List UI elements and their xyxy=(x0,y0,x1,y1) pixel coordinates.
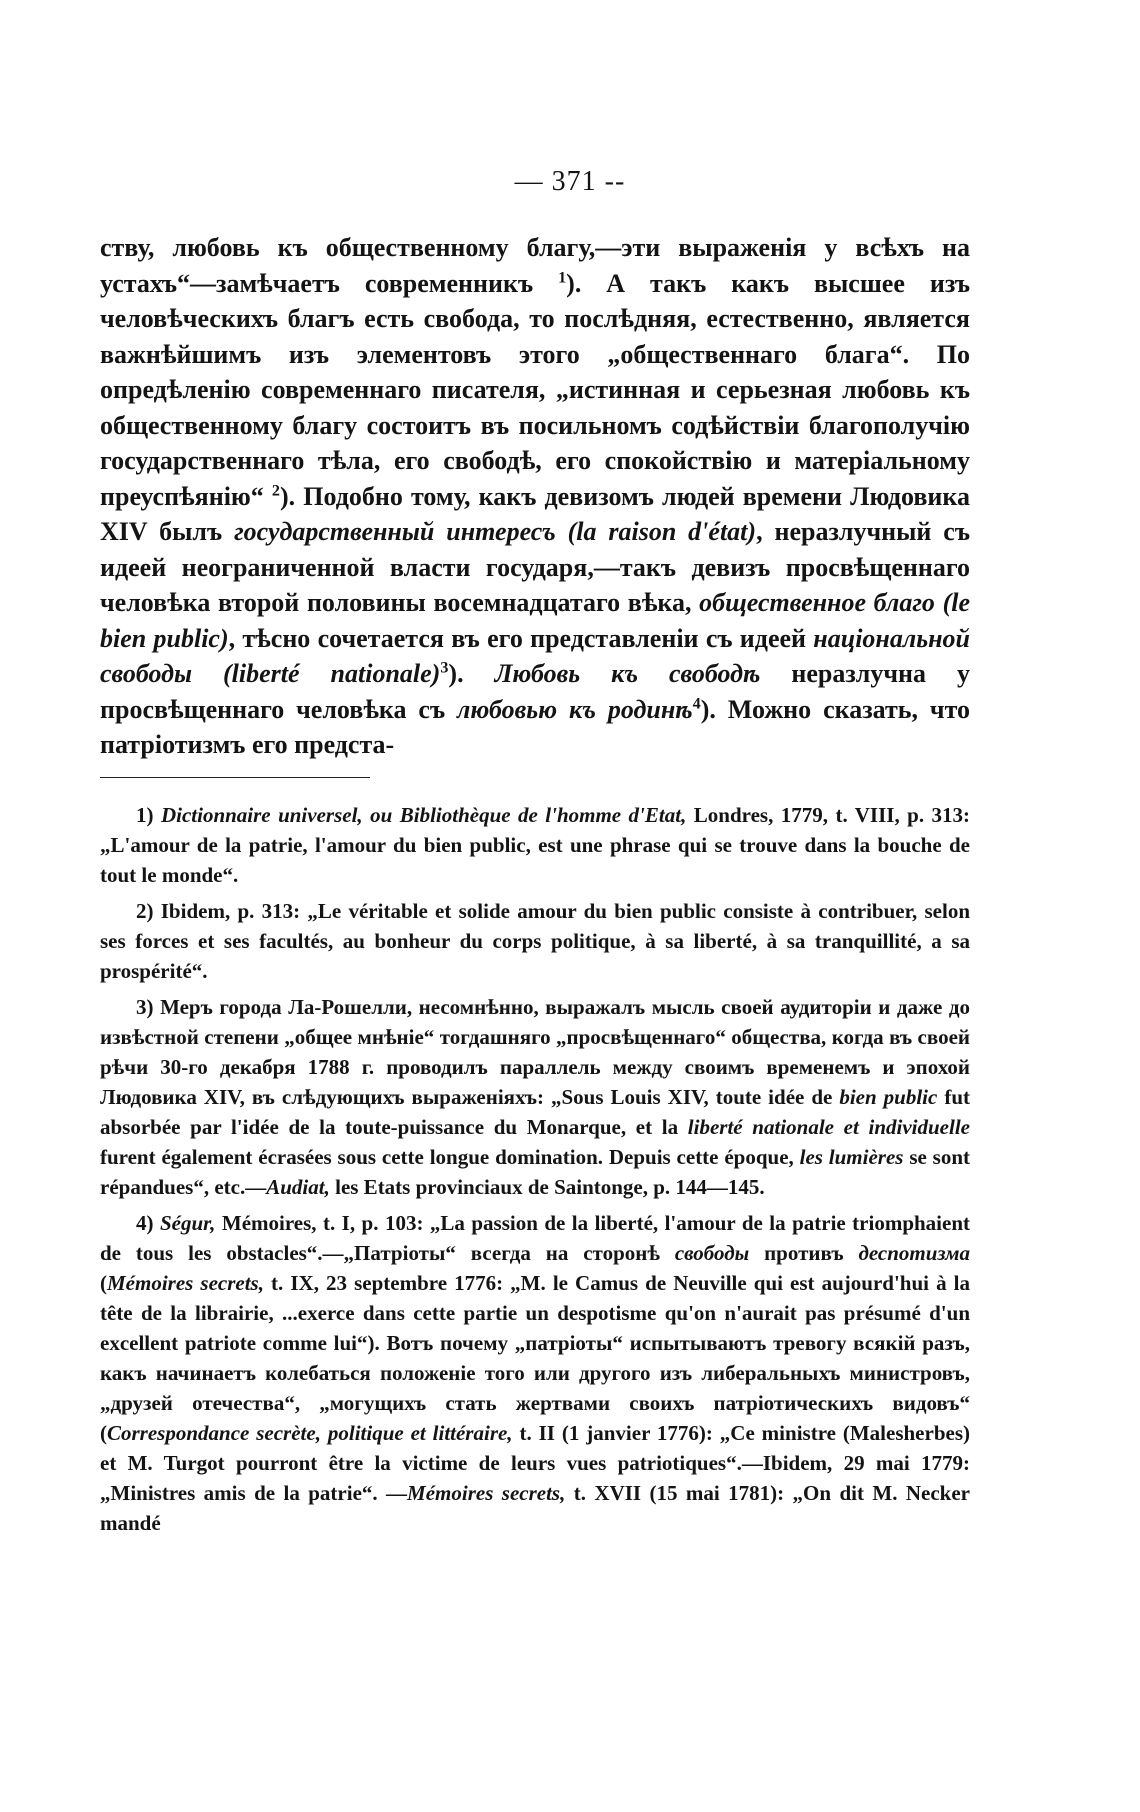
italic-phrase: Correspondance secrète, politique et littéraire, xyxy=(107,1421,513,1445)
text-run: les Etats provinciaux de Saintonge, p. 144—145. xyxy=(329,1175,765,1199)
footnote-divider xyxy=(100,777,370,778)
italic-phrase: государственный интересъ (la raison d'état) xyxy=(234,517,757,546)
italic-phrase: любовью къ родинѣ xyxy=(457,694,693,724)
italic-phrase: Mémoires secrets, xyxy=(107,1271,264,1295)
text-run: ). xyxy=(448,659,495,688)
italic-phrase: національной свободы (liberté nationale) xyxy=(100,623,970,688)
main-paragraph xyxy=(100,230,970,763)
footnotes xyxy=(100,800,970,1544)
text-run: , тѣсно сочетается въ его представленіи съ идеей xyxy=(228,623,814,653)
text-run: furent également écrasées sous cette longue domination. Depuis cette époque, xyxy=(100,1145,800,1169)
footnote-marker: 3) xyxy=(136,995,154,1019)
text-run: Ibidem, p. 313: „Le véritable et solide amour du bien public consiste à contribuer, selon ses forces et ses facultés, au bonheur du corps politique, à sa liberté, à sa tranquillité, a sa prospérité“. xyxy=(100,899,970,983)
text-run: se sont répandues“, etc.— xyxy=(100,1145,970,1199)
text-run: ). Можно сказать, что патріотизмъ его предста- xyxy=(100,694,970,759)
italic-phrase: Ségur, xyxy=(159,1211,216,1235)
text-run: ). Подобно тому, какъ девизомъ людей времени Людовика XIV былъ xyxy=(100,481,970,546)
text-run: Mémoires, t. I, p. 103: „La passion de la liberté, l'amour de la patrie triomphaient de tous les obstacles“.—„Патріоты“ всегда на сторонѣ xyxy=(100,1211,971,1265)
page-number: — 371 -- xyxy=(514,166,626,197)
footnote-ref-1[interactable]: 1 xyxy=(558,268,567,286)
text-run: t. IX, 23 septembre 1776: „M. le Camus de Neuville qui est aujourd'hui à la tête de la librairie, ...exerce dans cette partie un despotisme qu'on n'aurait pas présumé d'un excellent patriote comme lui“). Вотъ почему „патріоты“ испытываютъ тревогу всякій разъ, какъ начинаетъ колебаться положеніе того или другого изъ либеральныхъ министровъ, „друзей отечества“, „могущихъ стать жертвами своихъ патріотическихъ видовъ“ ( xyxy=(100,1271,970,1445)
text-run: неразлучна у просвѣщеннаго человѣка съ xyxy=(100,659,970,724)
text-run: ству, любовь къ общественному благу,—эти выраженія у всѣхъ на устахъ“—замѣчаетъ современникъ xyxy=(100,233,970,298)
italic-phrase: деспотизма xyxy=(858,1241,970,1265)
text-run: , неразлучный съ идеей неограниченной власти государя,—такъ девизъ просвѣщеннаго человѣка второй половины восемнадцатаго вѣка, xyxy=(100,517,971,617)
footnote-marker: 4) xyxy=(136,1211,154,1235)
footnote-ref-3[interactable]: 3 xyxy=(440,659,449,677)
text-run: Меръ города Ла-Рошелли, несомнѣнно, выражалъ мысль своей аудиторіи и даже до извѣстной степени „общее мнѣніе“ тогдашняго „просвѣщеннаго“ общества, когда въ своей рѣчи 30-го декабря 1788 г. проводилъ параллель между своимъ временемъ и эпохой Людовика XIV, въ слѣдующихъ выраженіяхъ: „Sous Louis XIV, toute idée de xyxy=(100,995,970,1109)
text-run: ). А такъ какъ высшее изъ человѣческихъ благъ есть свобода, то послѣдняя, естественно, является важнѣйшимъ изъ элементовъ этого „общественнаго блага“. По опредѣленію современнаго писателя, „истинная и серьезная любовь къ общественному благу состоитъ въ посильномъ содѣйствіи благополучію государственнаго тѣла, его свободѣ, его спокойствію и матеріальному преуспѣянію“ xyxy=(100,268,970,511)
text-run: противъ xyxy=(749,1241,859,1265)
italic-phrase: liberté nationale et individuelle xyxy=(687,1115,970,1139)
footnote-4 xyxy=(100,1208,970,1538)
text-run: t. II (1 janvier 1776): „Ce ministre (Malesherbes) et M. Turgot pourront être la victime de leurs vues patriotiques“.—Ibidem, 29 mai 1779: „Ministres amis de la patrie“. — xyxy=(100,1421,970,1505)
text-run: Londres, 1779, t. VIII, p. 313: „L'amour de la patrie, l'amour du bien public, est une phrase qui se trouve dans la bouche de tout le monde“. xyxy=(100,803,971,887)
italic-phrase: bien public xyxy=(839,1085,938,1109)
italic-phrase: свободы xyxy=(674,1241,750,1265)
main-text xyxy=(100,230,970,763)
footnote-ref-4[interactable]: 4 xyxy=(692,694,701,712)
italic-phrase: Dictionnaire universel, ou Bibliothèque de l'homme d'Etat, xyxy=(160,803,687,827)
text-run: t. XVII (15 mai 1781): „On dit M. Necker mandé xyxy=(100,1481,970,1535)
text-run: ( xyxy=(100,1271,107,1295)
italic-phrase: Mémoires secrets, xyxy=(407,1481,566,1505)
italic-phrase: Audiat, xyxy=(266,1175,330,1199)
footnote-2 xyxy=(100,896,970,986)
italic-phrase: les lumières xyxy=(799,1145,904,1169)
footnote-marker: 1) xyxy=(136,803,154,827)
italic-phrase: общественное благо (le bien public) xyxy=(100,588,971,653)
italic-phrase: Любовь къ свободѣ xyxy=(494,659,761,688)
text-run: fut absorbée par l'idée de la toute-puissance du Monarque, et la xyxy=(100,1085,970,1139)
footnote-3 xyxy=(100,992,970,1202)
footnote-marker: 2) xyxy=(136,899,154,923)
footnote-ref-2[interactable]: 2 xyxy=(271,481,280,499)
footnote-1 xyxy=(100,800,970,890)
